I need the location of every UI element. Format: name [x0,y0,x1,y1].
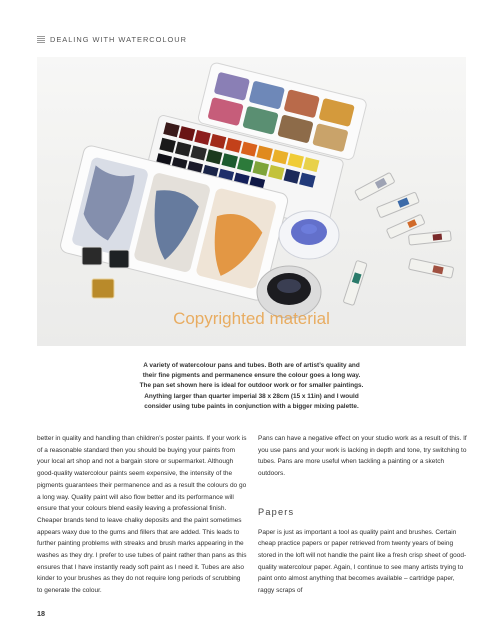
paint-tubes [343,172,454,305]
loose-pan-dark [109,250,129,268]
copyright-watermark: Copyrighted material [173,309,330,328]
section-title: DEALING WITH WATERCOLOUR [50,34,187,44]
page-number: 18 [37,609,45,618]
caption-line: A variety of watercolour pans and tubes. Both are of artist’s quality and [143,362,360,369]
body-paragraph: Pans can have a negative effect on your studio work as a result of this. If you use pans and your work is lacking in depth and tone, try switching to tubes. Pans are more useful when tackling a painting or a sketch outdoors. [258,435,467,478]
caption-line: consider using tube paints in conjunction with a bigger mixing palette. [144,402,359,410]
caption-line: their fine pigments and permanence ensure the colour goes a long way. [142,372,361,380]
caption-line: The pan set shown here is ideal for outdoor work or for smaller paintings. [139,382,364,390]
section-marker-icon [37,35,45,43]
photo-caption [100,361,403,412]
loose-pan-ochre [92,279,114,298]
body-paragraph: better in quality and handling than children’s poster paints. If your work is of a reasonable standard then you should be buying your paints from your local art shop and not a bargain store or supermarket. Although good-quality watercolour paints seem expensive, the intensity of the pigments guarantees their permanence and as a result the colours do go a long way. Quality paint will also flow better and its performance will ensure that your colours blend easily leaving a professional finish. Cheaper brands tend to leave chalky deposits and the paint sometimes appears waxy due to the gums and fillers that are added. This leads to further painting problems with streaks and brush marks appearing in the washes as they dry. I prefer to use tubes of paint rather than pans as this ensures that I have instantly ready soft paint as I need it. Tubes are also kinder to your brushes as they do not require long periods of scrubbing to generate the colour. [37,435,247,595]
right-text-column [258,433,468,597]
caption-line: Anything larger than quarter imperial 38 x 28cm (15 x 11in) and I would [144,392,359,400]
body-paragraph: Paper is just as important a tool as quality paint and brushes. Certain cheap practice papers or paper retrieved from twenty years of being stored in the loft will not handle the paint like a fresh crisp sheet of good-quality watercolour paper. Again, I continue to see many artists trying to paint onto almost anything that becomes available – cartridge paper, raggy scraps of [258,528,467,595]
loose-pan-black [82,247,102,265]
section-heading-papers: Papers [258,506,295,517]
left-text-column [37,433,247,597]
running-header [37,33,187,45]
paint-set-illustration [37,57,466,346]
watercolour-photo [37,57,466,346]
